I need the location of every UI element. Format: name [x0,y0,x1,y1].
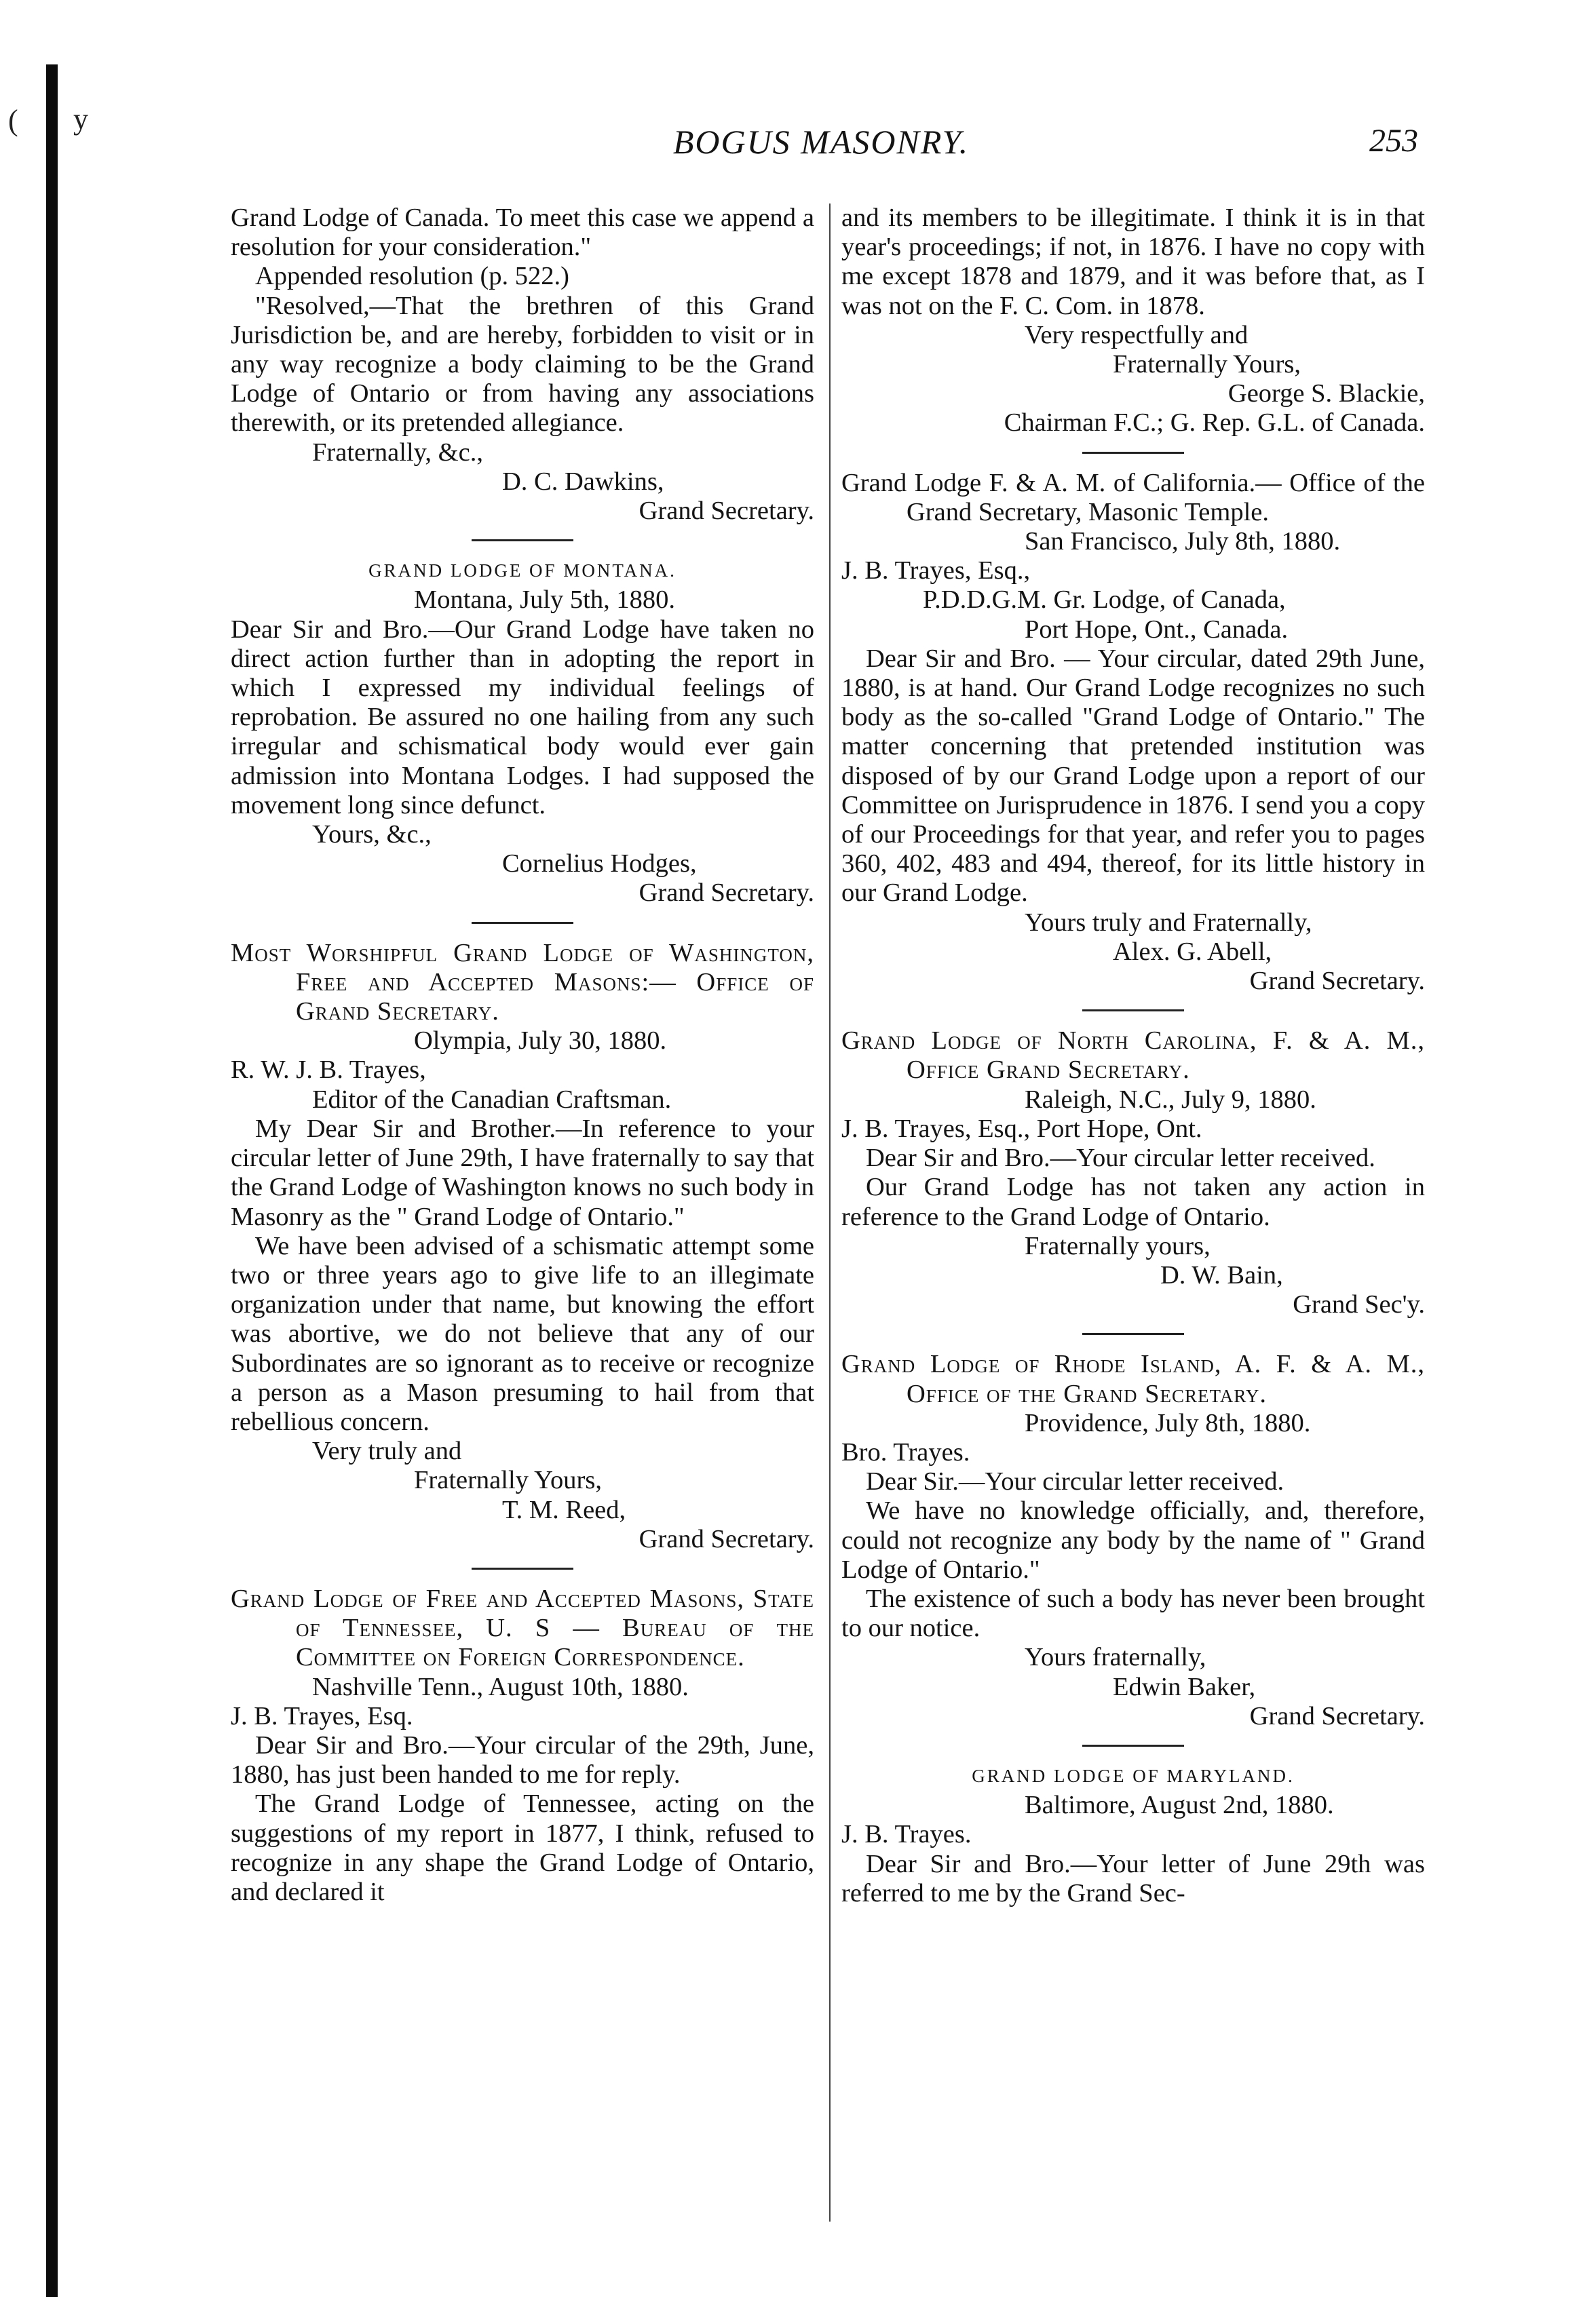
text-line: J. B. Trayes, Esq., [841,556,1031,585]
letter-heading: Grand Lodge of North Carolina, F. & A. M., Office Grand Secretary. [841,1026,1425,1085]
text-line: Olympia, July 30, 1880. [414,1026,667,1056]
text-line: Dear Sir and Bro.—Your letter of June 29th was referred to me by the Grand Sec- [841,1849,1425,1907]
section-rule [1082,1009,1184,1011]
text-line: Raleigh, N.C., July 9, 1880. [1025,1085,1316,1114]
text-line: The Grand Lodge of Tennessee, acting on the suggestions of my report in 1877, I think, refused to recognize in any shape the Grand Lodge of Ontario, and declared it [231,1789,814,1906]
section-rule [472,1568,573,1570]
section-rule [1082,452,1184,454]
text-line: J. B. Trayes, Esq. [231,1701,413,1730]
text-line: T. M. Reed, [502,1495,626,1524]
section-rule [472,922,573,924]
page-number: 253 [1369,123,1418,159]
section-rule [1082,1745,1184,1747]
text-line: Port Hope, Ont., Canada. [1025,615,1289,644]
text-line: We have no knowledge officially, and, therefore, could not recognize any body by the name of " Grand Lodge of Ontario." [841,1496,1425,1584]
text-line: and its members to be illegitimate. I think it is in that year's proceedings; if not, in 1876. I have no copy with me except 1878 and 1879, and it was before that, as I was not on the F. C. Com. in 1878. [841,204,1425,320]
text-line: Bro. Trayes. [841,1437,970,1467]
text-line: Dear Sir and Bro.—Your circular of the 29th, June, 1880, has just been handed to me for reply. [231,1730,814,1789]
text-line: Edwin Baker, [1113,1672,1256,1701]
text-line: Very respectfully and [1025,320,1249,349]
left-column [231,204,814,1907]
text-line: Our Grand Lodge has not taken any action in reference to the Grand Lodge of Ontario. [841,1173,1425,1231]
page-header [224,122,1418,176]
text-line: Grand Secretary. [1249,967,1425,996]
section-rule [472,539,573,541]
text-line: Nashville Tenn., August 10th, 1880. [312,1672,689,1701]
text-line: The existence of such a body has never been brought to our notice. [841,1584,1425,1643]
text-line: Appended resolution (p. 522.) [255,262,569,291]
binding-edge [46,64,58,2297]
text-line: Grand Secretary. [1249,1701,1425,1730]
letter-heading: Grand Lodge of Free and Accepted Masons, State of Tennessee, U. S — Bureau of the Committee on Foreign Correspondence. [231,1584,814,1672]
text-line: D. C. Dawkins, [502,467,664,496]
text-line: Fraternally Yours, [1113,350,1301,379]
text-line: R. W. J. B. Trayes, [231,1056,426,1085]
text-line: Dear Sir and Bro. — Your circular, dated 29th June, 1880, is at hand. Our Grand Lodge recognizes no such body as the so-called "Grand Lodge of Ontario." The matter concerning that pretended institution was disposed of by our Grand Lodge upon a report of our Committee on Jurisprudence in 1876. I send you a copy of our Proceedings for that year, and refer you to pages 360, 402, 483 and 494, thereof, for its little history in our Grand Lodge. [841,644,1425,908]
text-line: Baltimore, August 2nd, 1880. [1025,1791,1334,1820]
text-line: San Francisco, July 8th, 1880. [1025,527,1341,556]
text-line: Grand Secretary. [639,1524,814,1553]
text-line: Fraternally Yours, [414,1466,602,1495]
text-line: Very truly and [312,1437,462,1466]
text-line: Providence, July 8th, 1880. [1025,1408,1311,1437]
text-line: Dear Sir and Bro.—Our Grand Lodge have taken no direct action further than in adopting the report in which I expressed my individual feelings of reprobation. Be assured no one hailing from any such irregular and schismatical body would ever gain admission into Montana Lodges. I had supposed the movement long since defunct. [231,615,814,819]
letter-heading: Grand Lodge F. & A. M. of California.— Office of the Grand Secretary, Masonic Temple. [841,468,1425,526]
text-line: Grand Secretary. [639,497,814,526]
text-line: We have been advised of a schismatic attempt some two or three years ago to give life to an illegimate organization under that name, but knowing the effort was abortive, we do not believe that any of our Subordinates are so ignorant as to receive or recognize a person as a Mason presuming to hail from that rebellious concern. [231,1231,814,1436]
letter-heading: Grand Lodge of Rhode Island, A. F. & A. M., Office of the Grand Secretary. [841,1350,1425,1408]
margin-mark-y: y [73,102,88,136]
text-line: J. B. Trayes. [841,1820,972,1849]
text-line: Chairman F.C.; G. Rep. G.L. of Canada. [1004,408,1425,438]
right-column [841,204,1425,1908]
text-line: Fraternally, &c., [312,438,483,467]
letter-heading: GRAND LODGE OF MARYLAND. [972,1765,1295,1786]
text-line: Fraternally yours, [1025,1231,1211,1260]
margin-mark-paren: ( [8,104,18,137]
text-line: Montana, July 5th, 1880. [414,585,675,615]
text-line: Alex. G. Abell, [1113,937,1272,966]
text-line: Grand Secretary. [639,878,814,908]
text-line: Editor of the Canadian Craftsman. [312,1085,672,1114]
letter-heading: Most Worshipful Grand Lodge of Washington, Free and Accepted Masons:— Office of Grand Secretary. [231,938,814,1026]
text-line: P.D.D.G.M. Gr. Lodge, of Canada, [923,585,1286,615]
text-line: Dear Sir.—Your circular letter received. [866,1467,1284,1496]
text-line: Grand Lodge of Canada. To meet this case we append a resolution for your consideration." [231,204,814,262]
text-line: Grand Sec'y. [1293,1290,1425,1319]
text-line: My Dear Sir and Brother.—In reference to your circular letter of June 29th, I have fraternally to say that the Grand Lodge of Washington knows no such body in Masonry as the " Grand Lodge of Ontario." [231,1114,814,1231]
section-rule [1082,1333,1184,1335]
text-line: Cornelius Hodges, [502,849,697,878]
text-line: D. W. Bain, [1160,1260,1283,1290]
text-line: "Resolved,—That the brethren of this Grand Jurisdiction be, and are hereby, forbidden to visit or in any way recognize a body claiming to be the Grand Lodge of Ontario or from having any associations therewith, or its pretended allegiance. [231,291,814,438]
running-title: BOGUS MASONRY. [672,123,970,161]
text-line: Dear Sir and Bro.—Your circular letter received. [866,1144,1375,1173]
text-line: Yours, &c., [312,820,432,849]
text-line: Yours truly and Fraternally, [1025,908,1312,937]
text-line: George S. Blackie, [1227,379,1425,408]
text-line: J. B. Trayes, Esq., Port Hope, Ont. [841,1114,1202,1143]
text-line: Yours fraternally, [1025,1643,1206,1672]
letter-heading: GRAND LODGE OF MONTANA. [368,560,677,581]
column-divider [829,204,831,2222]
